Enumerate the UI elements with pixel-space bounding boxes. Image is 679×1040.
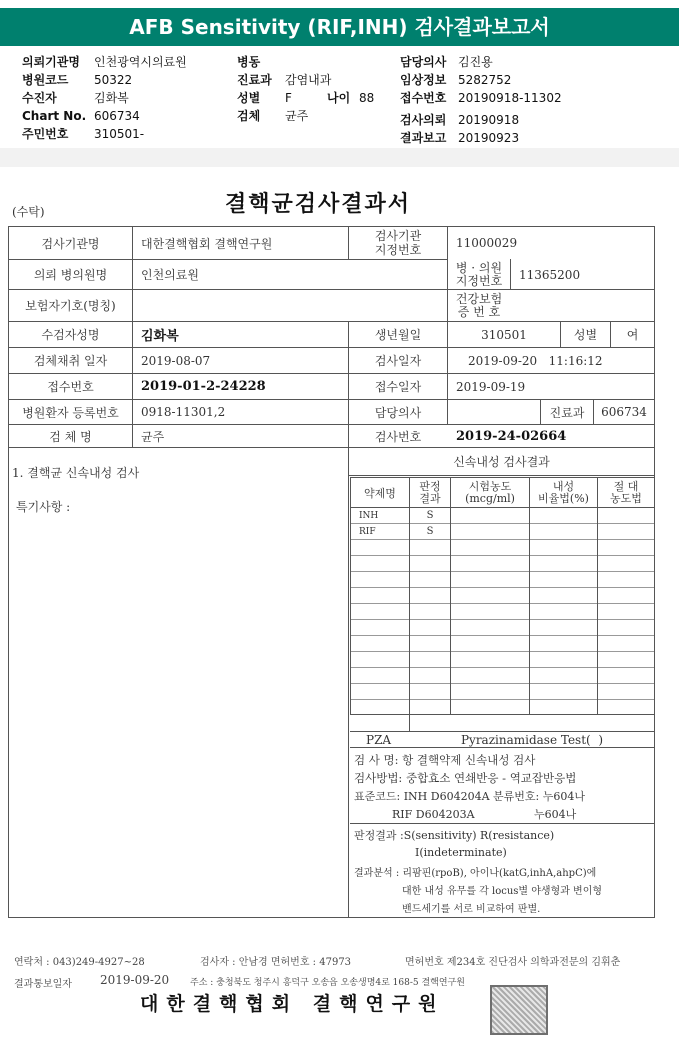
result-row-line xyxy=(350,555,654,556)
organization-name: 대한결핵협회 결핵연구원 xyxy=(140,993,445,1015)
lab-value: 대한결핵협회 결핵연구원 xyxy=(141,236,273,251)
hospital-value: 인천의료원 xyxy=(141,268,199,282)
result-row-line xyxy=(350,747,654,748)
header-judge-2: 결과 xyxy=(419,491,441,505)
info-label: Chart No. xyxy=(22,109,87,123)
header-absolute xyxy=(598,478,654,507)
info-value: 20190918 xyxy=(458,113,520,127)
collect-date-label: 검체채취 일자 xyxy=(33,354,108,368)
result-grid xyxy=(529,477,530,714)
insurance-cert-label-1: 건강보험 xyxy=(455,291,503,306)
accept-no-label: 접수번호 xyxy=(47,380,94,394)
info-col1 xyxy=(22,53,222,143)
result-row-line xyxy=(350,603,654,604)
lab-id-value: 11000029 xyxy=(456,236,518,250)
patient-label: 수검자성명 xyxy=(41,328,100,342)
age-label: 나이 xyxy=(327,91,351,105)
pza-value: Pyrazinamidase Test( ) xyxy=(460,732,604,747)
license: 면허번호 제234호 진단검사 의학과전문의 김휘춘 xyxy=(405,957,621,968)
header-abs-1: 절 대 xyxy=(613,479,639,493)
row-line xyxy=(348,475,655,476)
info-value: 50322 xyxy=(94,73,133,87)
result-title: 신속내성 검사결과 xyxy=(453,455,550,469)
info-value: 606734 xyxy=(94,109,140,123)
header-ratio xyxy=(530,478,597,507)
result-row-line xyxy=(350,587,654,588)
judge-rif: S xyxy=(426,526,434,537)
hospital-id-label-1: 병 · 의원 xyxy=(455,260,503,275)
collect-date-value: 2019-08-07 xyxy=(141,353,211,368)
method-line-9: 밴드세기를 서로 비교하여 판별. xyxy=(402,904,541,915)
lab-id-label-2: 지정번호 xyxy=(374,243,422,257)
lab-label: 검사기관명 xyxy=(41,236,100,251)
header-ratio-1: 내성 xyxy=(552,479,575,493)
info-label: 결과보고 xyxy=(400,131,447,145)
drug-inh: INH xyxy=(359,510,379,521)
info-label: 병원코드 xyxy=(22,73,69,87)
test-no-value: 2019-24-02664 xyxy=(456,428,567,444)
info-label: 성별 xyxy=(237,91,261,105)
intake-label: (수탁) xyxy=(12,205,45,219)
method-line-5: 판정결과 :S(sensitivity) R(resistance) xyxy=(354,828,555,842)
result-row-line xyxy=(350,571,654,572)
result-row-line xyxy=(350,635,654,636)
age-value: 88 xyxy=(359,91,375,105)
sex-value: 여 xyxy=(626,328,639,342)
header-ratio-2: 비율법(%) xyxy=(538,491,589,505)
doctor-label: 담당의사 xyxy=(374,405,422,420)
info-label: 접수번호 xyxy=(400,91,447,105)
pza-label: PZA xyxy=(366,732,392,747)
official-seal xyxy=(490,985,548,1035)
result-row-line xyxy=(350,651,654,652)
method-line-6: I(indeterminate) xyxy=(415,846,507,859)
result-row-line xyxy=(350,619,654,620)
test-item: 1. 결핵균 신속내성 검사 xyxy=(12,465,140,480)
info-label: 병동 xyxy=(237,55,261,69)
result-box-border xyxy=(348,447,349,917)
info-label: 임상정보 xyxy=(400,73,447,87)
test-no-label: 검사번호 xyxy=(374,429,422,444)
insurance-label: 보험자기호(명칭) xyxy=(25,299,116,313)
header-judge xyxy=(410,478,450,507)
table-border xyxy=(654,226,655,917)
header-concentration xyxy=(451,478,529,507)
info-value: 인천광역시의료원 xyxy=(94,55,187,69)
info-label: 검체 xyxy=(237,109,261,123)
header-judge-1: 판정 xyxy=(419,479,441,493)
header-drug: 약제명 xyxy=(364,486,396,500)
header-conc-1: 시험농도 xyxy=(468,479,512,493)
info-value: 5282752 xyxy=(458,73,512,87)
info-value: 20190923 xyxy=(458,131,520,145)
registration-label: 병원환자 등록번호 xyxy=(22,405,119,420)
result-row-line xyxy=(350,667,654,668)
info-value: F xyxy=(285,91,292,105)
notify-date-label: 결과통보일자 xyxy=(14,979,72,990)
method-line-7: 결과분석 : 리팜핀(rpoB), 아이나(katG,inhA,ahpC)에 xyxy=(354,868,597,879)
info-label: 진료과 xyxy=(237,73,272,87)
test-date-label: 검사일자 xyxy=(374,354,422,368)
result-row-line xyxy=(350,683,654,684)
result-row-line xyxy=(350,699,654,700)
judge-inh: S xyxy=(426,510,434,521)
birth-label: 생년월일 xyxy=(374,328,422,342)
info-value: 감염내과 xyxy=(285,73,332,87)
info-value: 김화복 xyxy=(94,91,129,105)
registration-value: 0918-11301,2 xyxy=(141,405,226,419)
address: 주소 : 충청북도 청주시 흥덕구 오송읍 오송생명4로 168-5 결핵연구원 xyxy=(190,978,465,988)
dept-label: 진료과 xyxy=(549,405,585,420)
scanned-document xyxy=(0,167,679,1040)
specimen-label: 검 체 명 xyxy=(49,429,92,444)
header-abs-2: 농도법 xyxy=(610,491,642,505)
remarks-label: 특기사항 : xyxy=(16,499,71,514)
drug-rif: RIF xyxy=(359,526,376,537)
sex-label: 성별 xyxy=(573,328,598,342)
specimen-value: 균주 xyxy=(141,429,165,444)
lab-id-label xyxy=(349,227,447,259)
dept-value: 606734 xyxy=(601,405,647,419)
test-date-value: 2019-09-20 11:16:12 xyxy=(468,353,603,368)
method-line-3: 표준코드: INH D604204A 분류번호: 누604나 xyxy=(354,789,585,803)
method-line-8: 대한 내성 유무를 각 locus별 야생형과 변이형 xyxy=(402,886,603,897)
info-value: 김진용 xyxy=(458,55,493,69)
patient-value: 김화복 xyxy=(141,329,179,344)
info-label: 담당의사 xyxy=(400,55,447,69)
header-conc-2: (mcg/ml) xyxy=(465,491,515,505)
separator xyxy=(0,148,679,168)
tester: 검사자 : 안남경 면허번호 : 47973 xyxy=(200,957,352,968)
notify-date: 2019-09-20 xyxy=(100,973,170,987)
info-value: 균주 xyxy=(285,109,309,123)
info-col3 xyxy=(400,53,670,147)
hospital-label: 의뢰 병의원명 xyxy=(33,268,108,282)
method-line-4: RIF D604203A 누604나 xyxy=(392,807,577,821)
method-line-2: 검사방법: 중합효소 연쇄반응 - 역교잡반응법 xyxy=(354,770,577,785)
row-line xyxy=(350,823,654,824)
accept-date-label: 접수일자 xyxy=(374,380,422,394)
document-title: 결핵균검사결과서 xyxy=(225,191,412,217)
hospital-id-label-2: 지정번호 xyxy=(455,273,503,288)
info-label: 수진자 xyxy=(22,91,57,105)
result-grid xyxy=(350,714,654,715)
hospital-id-label xyxy=(448,260,510,289)
birth-value: 310501 xyxy=(481,327,527,342)
result-grid xyxy=(450,477,451,714)
info-label: 검사의뢰 xyxy=(400,113,447,127)
accept-no-value: 2019-01-2-24228 xyxy=(141,379,266,394)
table-border xyxy=(8,917,655,918)
hospital-id-value: 11365200 xyxy=(519,267,581,282)
info-col2 xyxy=(237,53,387,125)
lab-id-label-1: 검사기관 xyxy=(374,229,422,243)
info-value: 310501- xyxy=(94,127,145,141)
accept-date-value: 2019-09-19 xyxy=(456,379,526,394)
insurance-cert-label xyxy=(448,290,510,321)
insurance-cert-label-2: 증 번 호 xyxy=(457,304,501,319)
result-grid xyxy=(597,477,598,714)
report-title: AFB Sensitivity (RIF,INH) 검사결과보고서 xyxy=(0,8,679,46)
contact: 연락처 : 043)249-4927~28 xyxy=(14,957,145,968)
info-label: 주민번호 xyxy=(22,127,69,141)
result-row-line xyxy=(350,539,654,540)
info-label: 의뢰기관명 xyxy=(22,55,80,69)
method-line-1: 검 사 명: 항 결핵약제 신속내성 검사 xyxy=(354,752,536,767)
info-value: 20190918-11302 xyxy=(458,91,562,105)
